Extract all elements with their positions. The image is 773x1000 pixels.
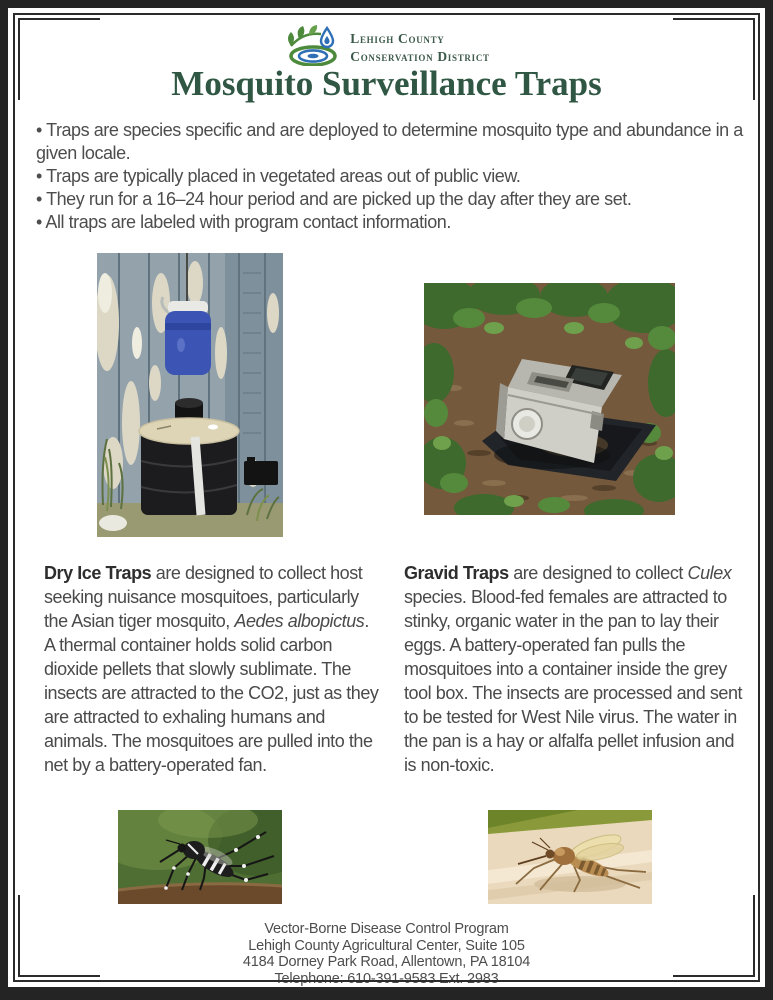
bullet-item: • Traps are species specific and are deployed to determine mosquito type and abundance in a given locale.	[36, 120, 743, 163]
dry-ice-traps-description: Dry Ice Traps are designed to collect host seeking nuisance mosquitoes, particularly the Asian tiger mosquito, Aedes albopictus. A thermal container holds solid carbon dioxide pellets that slowly sublimate. The insects are attracted to the CO2, just as they are attracted to exhaling humans and animals. The mosquitoes are pulled into the net by a battery-operated fan.	[44, 563, 379, 775]
organization-name-line2: Conservation District	[350, 48, 490, 64]
gravid-traps-description: Gravid Traps are designed to collect Culex species. Blood-fed females are attracted to stinky, organic water in the pan to lay their eggs. A battery-operated fan pulls the mosquitoes into a container inside the grey tool box. The insects are processed and sent to be tested for West Nile virus. The water in the pan is a hay or alfalfa pellet infusion and is non-toxic.	[404, 563, 743, 775]
culex-mosquito-photo	[488, 810, 652, 904]
footer-line: Vector-Borne Disease Control Program	[264, 921, 509, 937]
dry-ice-trap-photo	[97, 253, 283, 537]
footer-line: 4184 Dorney Park Road, Allentown, PA 18104	[242, 954, 531, 970]
intro-bullet-list	[36, 119, 748, 234]
bullet-item: • They run for a 16–24 hour period and are picked up the day after they are set.	[36, 189, 632, 209]
footer-contact-block	[0, 921, 773, 987]
page-title: Mosquito Surveillance Traps	[171, 64, 602, 103]
footer-line: Lehigh County Agricultural Center, Suite 105	[248, 937, 525, 954]
bullet-item: • Traps are typically placed in vegetated areas out of public view.	[36, 166, 521, 186]
organization-name-line1: Lehigh County	[350, 30, 445, 46]
tiger-mosquito-photo	[118, 810, 282, 904]
organization-name	[350, 30, 489, 65]
gravid-trap-photo	[424, 283, 675, 515]
footer-line: Telephone: 610-391-9583 Ext. 2983	[274, 970, 499, 987]
bullet-item: • All traps are labeled with program contact information.	[36, 212, 451, 232]
